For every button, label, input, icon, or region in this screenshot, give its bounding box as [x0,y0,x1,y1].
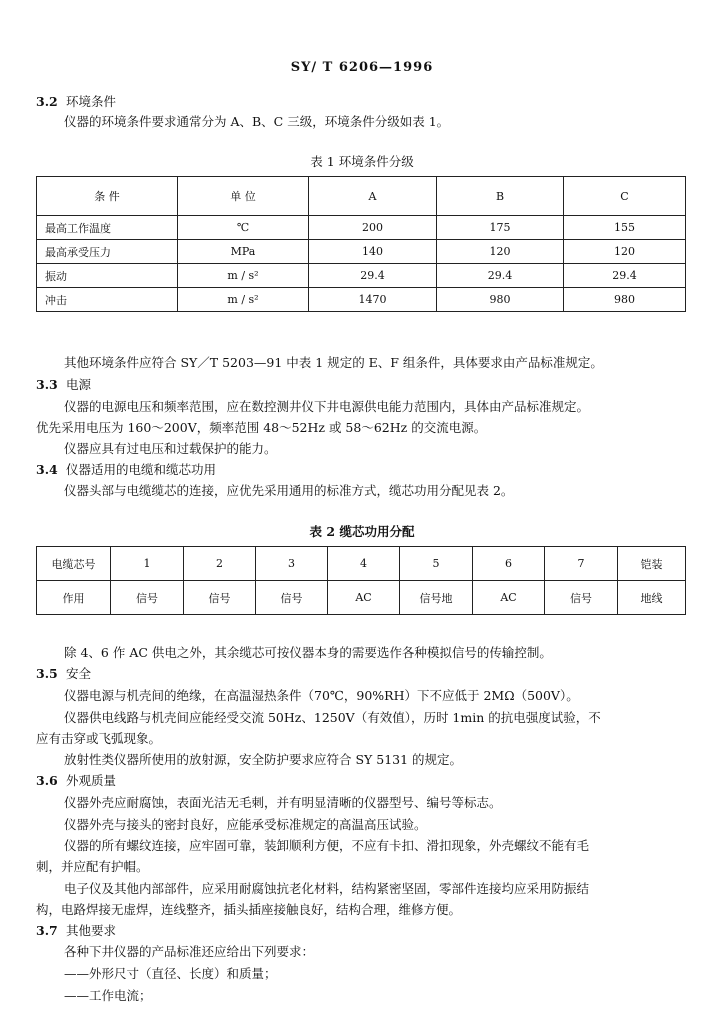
list-item: ——外形尺寸（直径、长度）和质量； [64,966,277,981]
table-row [37,264,686,288]
table-cell: 1 [111,547,184,581]
table-row [37,581,686,615]
table-cell: 信号地 [400,581,473,615]
table-cell: 冲击 [37,288,178,312]
table-cell: MPa [178,240,309,264]
paragraph: 仪器应具有过电压和过载保护的能力。 [64,441,277,456]
section-title: 环境条件 [66,94,117,109]
section-3-2-heading [36,92,116,110]
paragraph: 其他环境条件应符合 SY／T 5203—91 中表 1 规定的 E、F 组条件，具体要求由产品标准规定。 [64,355,603,370]
table-cell: 铠装 [618,547,686,581]
section-3-6-heading [36,771,116,789]
section-number: 3.6 [36,773,58,788]
table-cell: 最高工作温度 [37,216,178,240]
table-cell: 175 [437,216,564,240]
table-cell: 4 [328,547,400,581]
header-cell: 条 件 [37,177,178,216]
paragraph: 除 4、6 作 AC 供电之外，其余缆芯可按仪器本身的需要选作各种模拟信号的传输控制。 [64,645,552,660]
table-cell: m / s² [178,264,309,288]
table-cell: ℃ [178,216,309,240]
paragraph: 构，电路焊接无虚焊，连线整齐，插头插座接触良好，结构合理，维修方便。 [36,902,462,917]
table-1-caption: 表 1 环境条件分级 [310,154,414,169]
cable-core-function-table [36,546,686,615]
table-cell: 980 [437,288,564,312]
table-cell: 电缆芯号 [37,547,111,581]
section-title: 仪器适用的电缆和缆芯功用 [66,462,217,477]
environment-conditions-table [36,176,686,312]
paragraph: 应有击穿或飞弧现象。 [36,731,162,746]
table-cell: 信号 [256,581,328,615]
table-row [37,288,686,312]
table-cell: 5 [400,547,473,581]
table-cell: 120 [564,240,686,264]
table-cell: 120 [437,240,564,264]
header-cell: 单 位 [178,177,309,216]
section-title: 外观质量 [66,773,117,788]
paragraph: 仪器外壳与接头的密封良好，应能承受标准规定的高温高压试验。 [64,817,427,832]
paragraph: 仪器头部与电缆缆芯的连接，应优先采用通用的标准方式，缆芯功用分配见表 2。 [64,483,514,498]
table-cell: 信号 [184,581,256,615]
paragraph: 仪器供电线路与机壳间应能经受交流 50Hz、1250V（有效值），历时 1min 的抗电强度试验，不 [64,710,601,725]
paragraph: 仪器外壳应耐腐蚀，表面光洁无毛刺，并有明显清晰的仪器型号、编号等标志。 [64,795,502,810]
table-cell: 980 [564,288,686,312]
section-3-7-heading [36,921,116,939]
paragraph: 仪器的所有螺纹连接，应牢固可靠，装卸顺利方便，不应有卡扣、滑扣现象，外壳螺纹不能有毛 [64,838,590,853]
document-header: SY/ T 6206—1996 [290,60,434,75]
paragraph: 仪器的环境条件要求通常分为 A、B、C 三级，环境条件分级如表 1。 [64,114,450,129]
paragraph: 仪器的电源电压和频率范围，应在数控测井仪下井电源供电能力范围内，具体由产品标准规定。 [64,399,590,414]
section-title: 安全 [66,666,92,681]
table-cell: AC [473,581,545,615]
table-row [37,240,686,264]
table-cell: 信号 [111,581,184,615]
paragraph: 刺，并应配有护帽。 [36,859,149,874]
table-cell: 1470 [309,288,437,312]
section-3-5-heading [36,664,91,682]
table-cell: 信号 [545,581,618,615]
section-number: 3.4 [36,462,58,477]
section-title: 电源 [66,377,92,392]
header-cell: C [564,177,686,216]
paragraph: 仪器电源与机壳间的绝缘，在高温湿热条件（70℃，90%RH）下不应低于 2MΩ（500V）。 [64,688,579,703]
paragraph: 优先采用电压为 160～200V，频率范围 48～52Hz 或 58～62Hz 的交流电源。 [36,420,487,435]
table-cell: 29.4 [309,264,437,288]
paragraph: 各种下井仪器的产品标准还应给出下列要求： [64,944,315,959]
paragraph: 放射性类仪器所使用的放射源，安全防护要求应符合 SY 5131 的规定。 [64,752,463,767]
table-cell: 作用 [37,581,111,615]
table-cell: 3 [256,547,328,581]
table-cell: 地线 [618,581,686,615]
table-cell: 140 [309,240,437,264]
section-number: 3.5 [36,666,58,681]
table-cell: 6 [473,547,545,581]
table-cell: AC [328,581,400,615]
section-title: 其他要求 [66,923,117,938]
table-header-row [37,177,686,216]
table-cell: 振动 [37,264,178,288]
paragraph: 电子仪及其他内部部件，应采用耐腐蚀抗老化材料，结构紧密坚固，零部件连接均应采用防振结 [64,881,590,896]
section-3-4-heading [36,460,216,478]
list-item: ——工作电流； [64,988,152,1003]
table-cell: 最高承受压力 [37,240,178,264]
section-number: 3.3 [36,377,58,392]
table-cell: m / s² [178,288,309,312]
table-row [37,547,686,581]
table-cell: 29.4 [564,264,686,288]
header-cell: B [437,177,564,216]
header-cell: A [309,177,437,216]
section-number: 3.2 [36,94,58,109]
table-cell: 155 [564,216,686,240]
section-number: 3.7 [36,923,58,938]
table-cell: 29.4 [437,264,564,288]
table-cell: 2 [184,547,256,581]
table-2-caption: 表 2 缆芯功用分配 [309,524,415,539]
table-row [37,216,686,240]
table-cell: 7 [545,547,618,581]
section-3-3-heading [36,375,91,393]
table-cell: 200 [309,216,437,240]
